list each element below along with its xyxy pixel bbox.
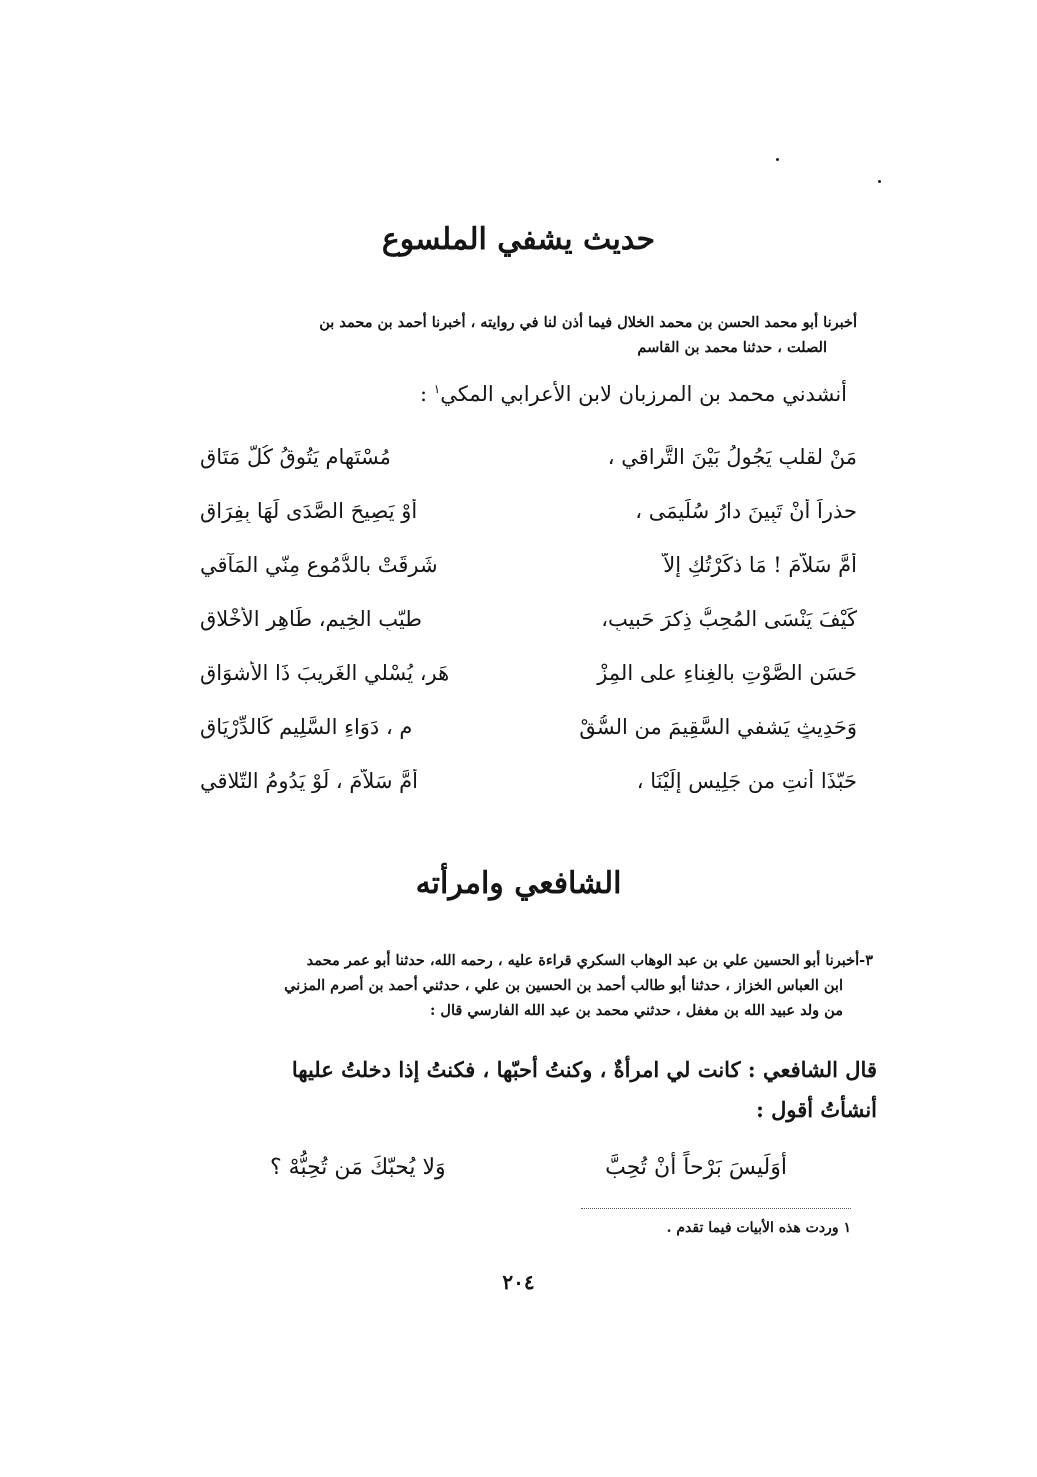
- footnote: ١ وردت هذه الأبيات فيما تقدم .: [666, 1220, 851, 1236]
- footnote-separator: [581, 1208, 851, 1209]
- verse-first-hemistich: حَبّذَا أنتِ من جَلِيسٍ إلَيْنَا ،: [636, 769, 857, 793]
- verse-first-hemistich: أمَّ سَلاَّمَ ! مَا ذكَرْتُكِ إلاَّ: [663, 553, 857, 577]
- isnad-text: أخبرنا أبو الحسين علي بن عبد الوهاب السكري قراءة عليه ، رحمه الله، حدثنا أبو عمر محمد: [306, 952, 860, 969]
- section2-isnad: [176, 948, 873, 1023]
- verse-second-hemistich: وَلا يُحبّكَ مَن تُحِبُّهْ ؟: [270, 1154, 446, 1180]
- verse-second-hemistich: مُسْتَهامٍ يَتُوقُ كُلَّ مَتَاقِ: [200, 445, 391, 469]
- poem: [200, 430, 857, 808]
- verse-first-hemistich: أوَلَيسَ بَرْحاً أنْ تُحِبَّ: [605, 1154, 787, 1180]
- verse-first-hemistich: وَحَدِيثٍ يَشفي السَّقِيمَ من السُّقْ: [579, 715, 857, 739]
- verse: [200, 484, 857, 538]
- isnad-line: من ولد عبيد الله بن مغفل ، حدثني محمد بن عبد الله الفارسي قال :: [430, 1002, 843, 1019]
- verse: [200, 754, 857, 808]
- verse-first-hemistich: حذراً أنْ تَبِينَ دارُ سُلَيمَى ،: [635, 499, 857, 523]
- verse: [200, 700, 857, 754]
- verse-first-hemistich: مَنْ لقلبٍ يَجُولُ بَيْنَ التَّراقي ،: [607, 445, 857, 469]
- hadith-number: ٣-: [859, 952, 873, 969]
- isnad-line: الصلت ، حدثنا محمد بن القاسم: [637, 339, 827, 356]
- verse: [200, 646, 857, 700]
- isnad-line: [176, 948, 873, 973]
- verse: [200, 430, 857, 484]
- verse-second-hemistich: أوْ يَصِيحَ الصَّدَى لَهَا بِفِرَاقِ: [200, 499, 418, 523]
- verse-first-hemistich: كَيْفَ يَنْسَى المُحِبُّ ذِكرَ حَبيبٍ،: [601, 607, 857, 631]
- intro-colon: :: [419, 382, 434, 406]
- page-number: ٢٠٤: [502, 1270, 535, 1294]
- verse-second-hemistich: شَرِقَتْ بالدُّمُوعِ مِنّي المَآقي: [200, 553, 438, 577]
- scan-speck: [878, 180, 881, 183]
- scan-speck: [776, 158, 779, 161]
- section1-title: حديث يشفي الملسوع: [381, 222, 656, 257]
- isnad-line: ابن العباس الخزاز ، حدثنا أبو طالب أحمد بن الحسين بن علي ، حدثني أحمد بن أصرم المزني: [284, 977, 843, 994]
- verse: [200, 538, 857, 592]
- section2-prose: [176, 1050, 877, 1130]
- section2-title: الشافعي وامرأته: [415, 866, 622, 901]
- prose-line: أنشأتُ أقول :: [756, 1097, 877, 1122]
- verse-second-hemistich: أمَّ سَلاَّمَ ، لَوْ يَدُومُ التّلاقي: [200, 769, 419, 793]
- verse: [200, 592, 857, 646]
- verse-second-hemistich: مِ ، دَوَاءِ السَّلِيمِ كَالدِّرْيَاقِ: [200, 715, 413, 739]
- isnad-line: أخبرنا أبو محمد الحسن بن محمد الخلال فيما أذن لنا في روايته ، أخبرنا أحمد بن محمد بن: [319, 314, 857, 331]
- section1-isnad: [180, 310, 857, 360]
- verse-first-hemistich: حَسَنِ الصَّوْتِ بالغِناءِ على المِزْ: [597, 661, 857, 685]
- section1-intro: [420, 382, 847, 406]
- footnote-marker: ١: [433, 382, 441, 396]
- verse-second-hemistich: هَرِ، يُسْلي الغَرِيبَ ذَا الأشوَاقِ: [200, 661, 450, 685]
- section2-verse: [270, 1147, 787, 1187]
- prose-line: قال الشافعي : كانت لي امرأةٌ ، وكنتُ أحبّها ، فكنتُ إذا دخلتُ عليها: [291, 1057, 877, 1082]
- intro-text: أنشدني محمد بن المرزبان لابن الأعرابي المكي: [440, 382, 847, 406]
- verse-second-hemistich: طيّبِ الخِيمِ، طَاهِرِ الأخْلاقِ: [200, 607, 422, 631]
